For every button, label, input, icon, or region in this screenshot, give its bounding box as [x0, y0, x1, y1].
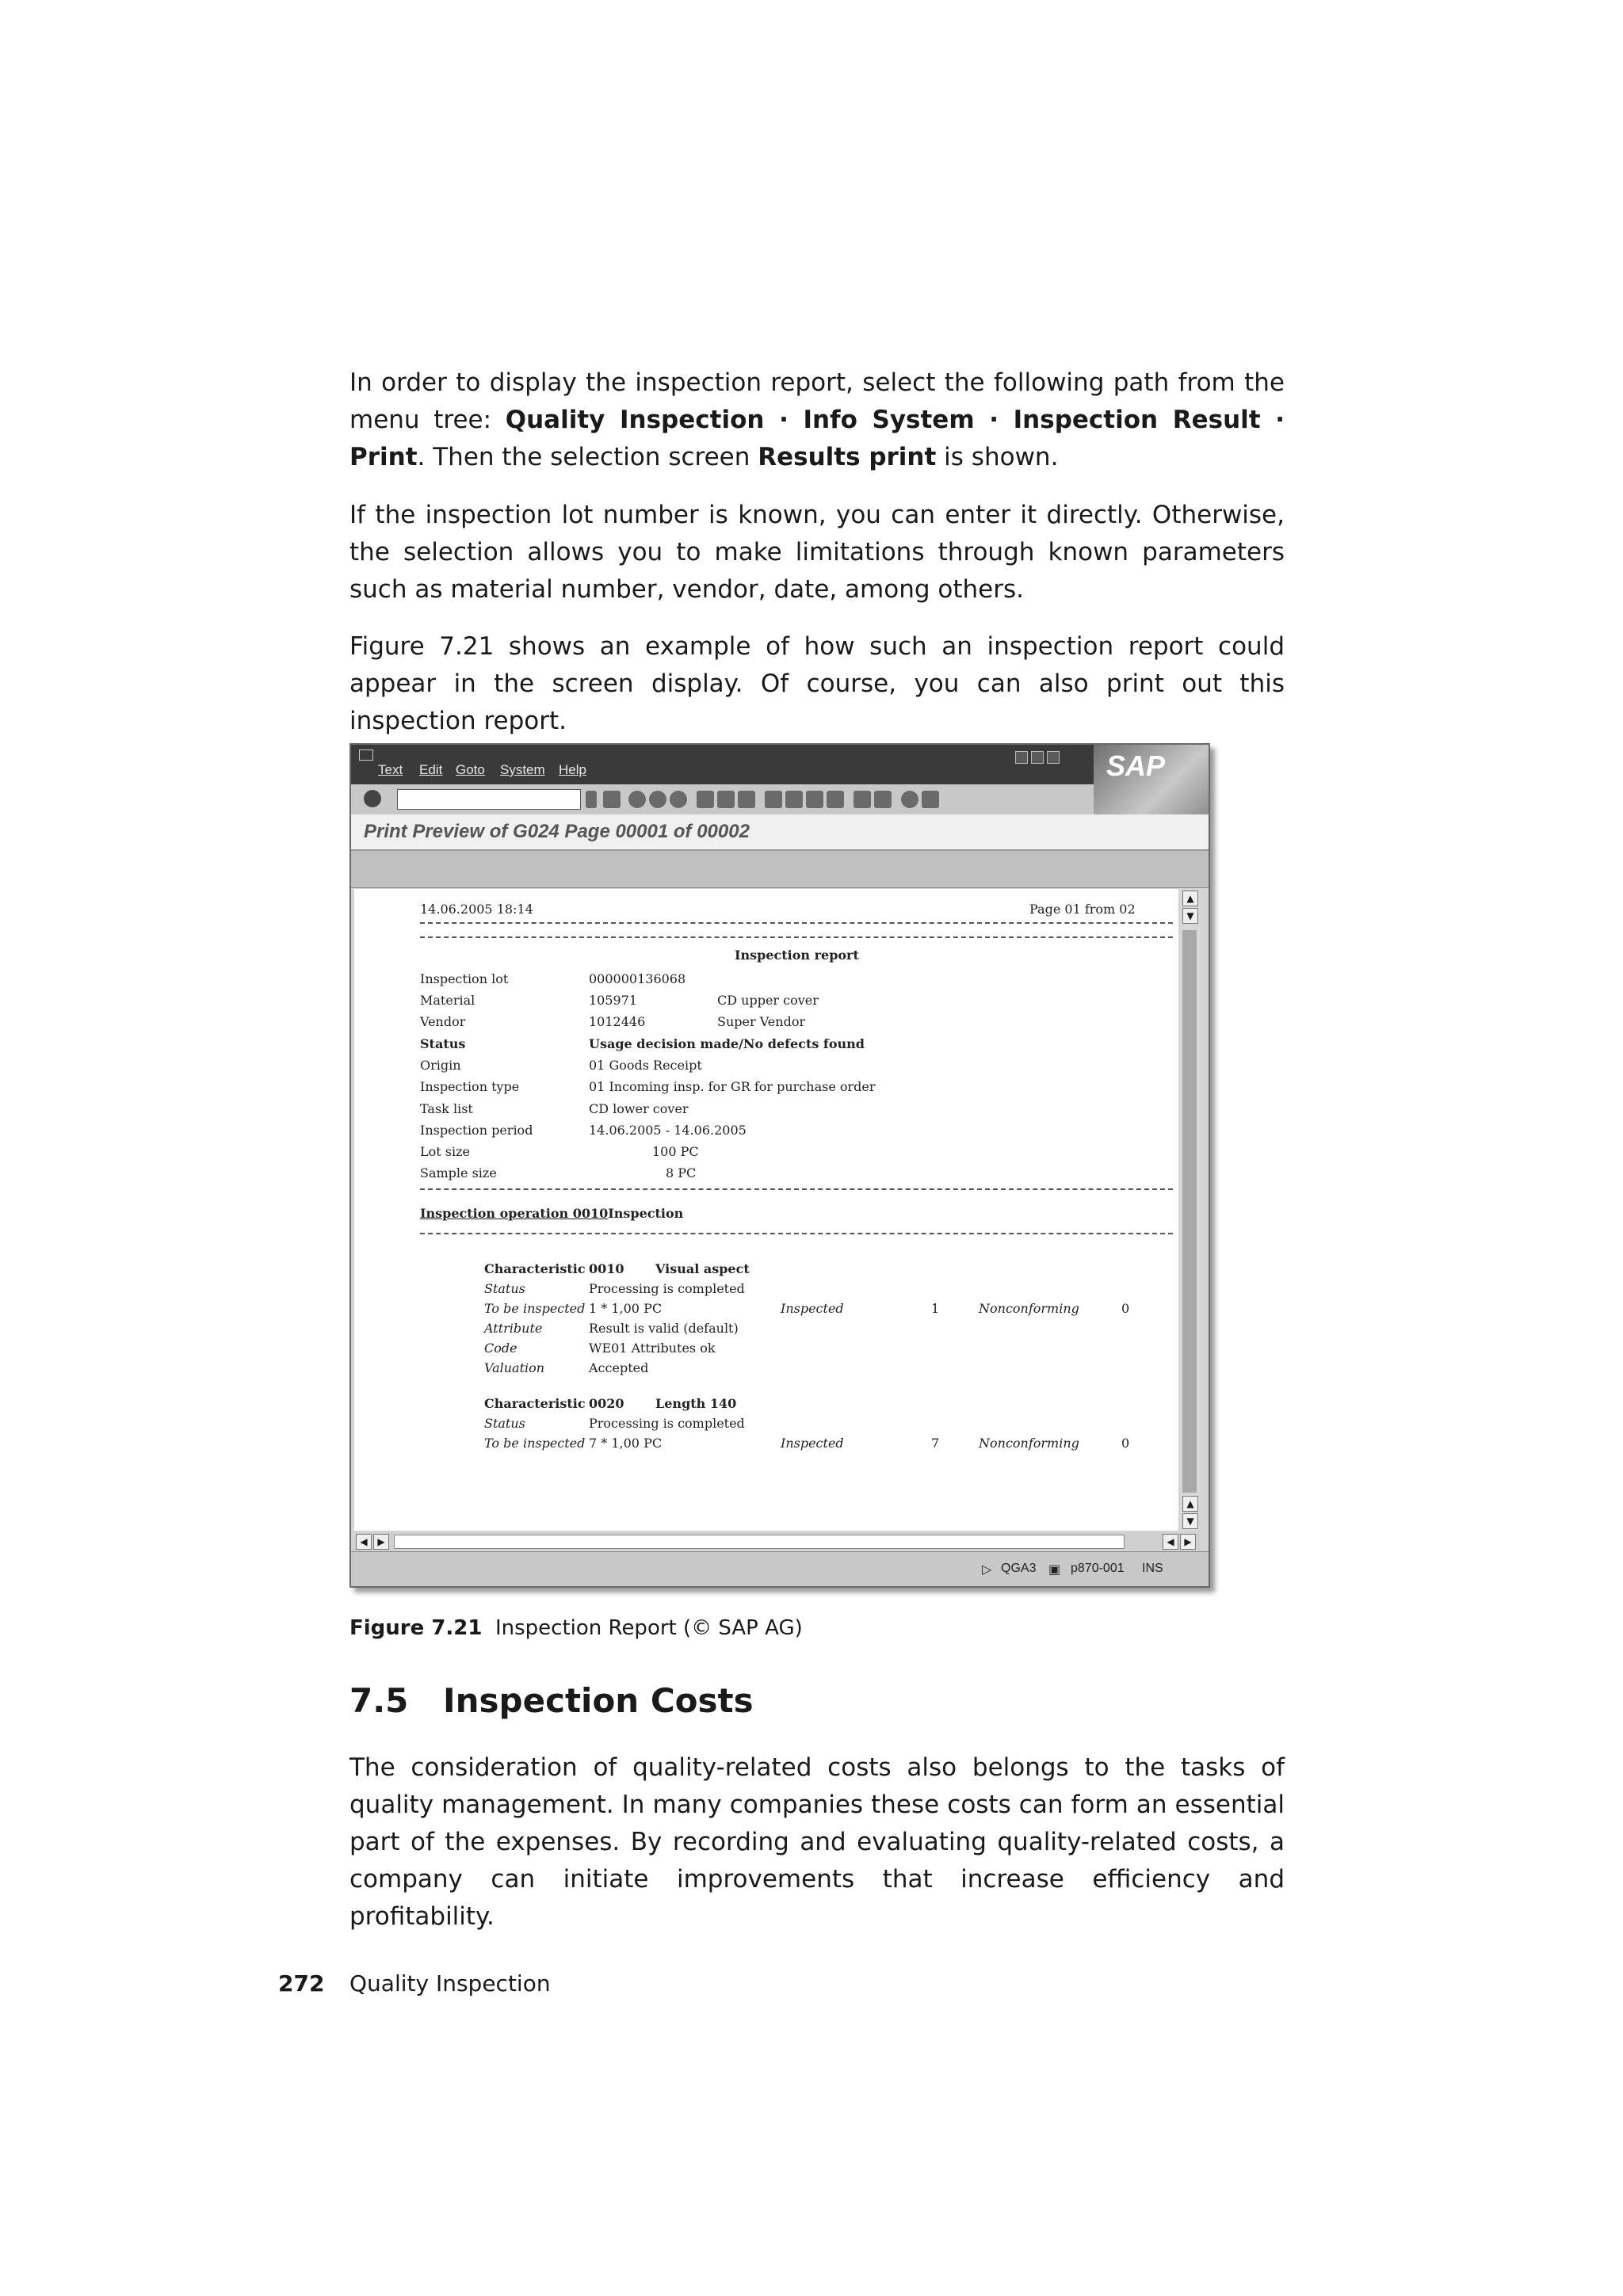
to-be-inspected-label: To be inspected	[484, 1301, 586, 1316]
scroll-up-icon[interactable]: ▲	[1182, 891, 1198, 906]
valuation-value: Accepted	[589, 1360, 649, 1375]
field-label: Material	[420, 993, 475, 1008]
maximize-icon[interactable]	[1031, 751, 1044, 764]
field-value: Usage decision made/No defects found	[589, 1036, 865, 1051]
command-field[interactable]	[397, 789, 581, 810]
field-value: 000000136068	[589, 971, 686, 986]
divider	[420, 936, 1173, 938]
save-icon[interactable]	[603, 791, 621, 808]
status-label: Status	[484, 1416, 525, 1431]
section-heading: 7.5 Inspection Costs	[349, 1681, 754, 1720]
to-be-inspected-value: 7 * 1,00 PC	[589, 1436, 663, 1451]
scroll-right-icon[interactable]: ▶	[1180, 1534, 1196, 1550]
scroll-down-icon[interactable]: ▼	[1182, 1513, 1198, 1529]
characteristic-number: 0020	[589, 1396, 624, 1411]
running-title: Quality Inspection	[349, 1970, 551, 1997]
shortcut-icon[interactable]	[874, 791, 892, 808]
menu-edit[interactable]: Edit	[419, 762, 443, 777]
scroll-up-icon[interactable]: ▲	[1182, 1496, 1198, 1512]
close-icon[interactable]	[1047, 751, 1060, 764]
menu-help[interactable]: Help	[559, 762, 586, 777]
status-bar	[351, 1551, 1209, 1587]
sap-window-screenshot	[349, 743, 1210, 1588]
characteristic-label: Characteristic	[484, 1396, 586, 1411]
report-content	[354, 889, 1178, 1531]
next-page-icon[interactable]	[806, 791, 823, 808]
menu-text[interactable]: Text	[378, 762, 403, 777]
characteristic-name: Length 140	[655, 1396, 737, 1411]
find-icon[interactable]	[717, 791, 735, 808]
field-value: CD lower cover	[589, 1101, 689, 1116]
field-value: 01 Goods Receipt	[589, 1058, 702, 1073]
field-label: Lot size	[420, 1144, 470, 1159]
scroll-thumb[interactable]	[1182, 930, 1197, 1493]
sap-title-bar	[351, 745, 1209, 784]
field-label: Inspection period	[420, 1123, 533, 1138]
status-label: Status	[484, 1281, 525, 1296]
previous-page-icon[interactable]	[785, 791, 803, 808]
back-icon[interactable]	[628, 791, 646, 808]
input-mode: INS	[1142, 1562, 1163, 1575]
find-next-icon[interactable]	[738, 791, 755, 808]
to-be-inspected-value: 1 * 1,00 PC	[589, 1301, 663, 1316]
characteristic-label: Characteristic	[484, 1261, 586, 1276]
nonconforming-value: 0	[1121, 1436, 1130, 1451]
scroll-right-icon[interactable]: ▶	[373, 1534, 389, 1550]
field-label: Vendor	[420, 1014, 466, 1029]
menu-path: Quality Inspection · Info System · Inspection Result · Print	[349, 406, 1285, 471]
help-icon[interactable]	[901, 791, 918, 808]
field-value: 14.06.2005 - 14.06.2005	[589, 1123, 747, 1138]
nonconforming-label: Nonconforming	[979, 1301, 1079, 1316]
field-label: Origin	[420, 1058, 461, 1073]
first-page-icon[interactable]	[765, 791, 782, 808]
field-label: Sample size	[420, 1165, 497, 1180]
screen-title-bar	[351, 814, 1209, 851]
screen-title: Print Preview of G024 Page 00001 of 00002	[364, 821, 750, 842]
standard-toolbar	[351, 784, 1209, 815]
inspected-count: 1	[931, 1301, 940, 1316]
scroll-down-icon[interactable]: ▼	[1182, 908, 1198, 924]
field-value: 01 Incoming insp. for GR for purchase order	[589, 1079, 876, 1094]
field-value: 100 PC	[652, 1144, 699, 1159]
field-value: 8 PC	[666, 1165, 697, 1180]
application-toolbar	[351, 851, 1209, 888]
divider	[420, 922, 1173, 924]
attribute-value: Result is valid (default)	[589, 1321, 739, 1336]
attribute-label: Attribute	[484, 1321, 543, 1336]
costs-paragraph: The consideration of quality-related costs also belongs to the tasks of quality management. In many companies these costs can form an essential part of the expenses. By recording and evaluating quality-related costs, a company can initiate improvements that increase efficiency and profitability.	[349, 1753, 1285, 1931]
field-value: 105971	[589, 993, 638, 1008]
report-page: Page 01 from 02	[1029, 902, 1136, 917]
field-extra: Super Vendor	[717, 1014, 806, 1029]
code-label: Code	[484, 1341, 517, 1356]
layout-menu-icon[interactable]	[922, 791, 939, 808]
vertical-scrollbar[interactable]	[1180, 889, 1201, 1531]
scroll-left-icon[interactable]: ◀	[1163, 1534, 1178, 1550]
field-label: Inspection lot	[420, 971, 509, 986]
divider	[420, 1233, 1173, 1234]
results-print-term: Results print	[758, 443, 937, 471]
server-id: p870-001	[1071, 1562, 1125, 1575]
status-value: Processing is completed	[589, 1416, 745, 1431]
minimize-icon[interactable]	[1015, 751, 1028, 764]
menu-goto[interactable]: Goto	[456, 762, 485, 777]
new-session-icon[interactable]	[854, 791, 871, 808]
field-label: Inspection type	[420, 1079, 520, 1094]
figure-reference-paragraph: Figure 7.21 shows an example of how such an inspection report could appear in the screen display. Of course, you can also print out this inspection report.	[349, 632, 1285, 735]
report-heading: Inspection report	[735, 948, 859, 963]
nonconforming-label: Nonconforming	[979, 1436, 1079, 1451]
print-icon[interactable]	[697, 791, 714, 808]
valuation-label: Valuation	[484, 1360, 545, 1375]
page-number: 272	[278, 1970, 325, 1997]
menu-system[interactable]: System	[500, 762, 545, 777]
field-extra: CD upper cover	[717, 993, 819, 1008]
field-label: Status	[420, 1036, 466, 1051]
last-page-icon[interactable]	[827, 791, 844, 808]
lot-number-paragraph: If the inspection lot number is known, you can enter it directly. Otherwise, the selection allows you to make limitations through known parameters such as material number, vendor, date, among others.	[349, 501, 1285, 604]
scroll-left-icon[interactable]: ◀	[356, 1534, 372, 1550]
to-be-inspected-label: To be inspected	[484, 1436, 586, 1451]
scroll-thumb[interactable]	[394, 1535, 1125, 1549]
exit-icon[interactable]	[649, 791, 666, 808]
intro-paragraph: In order to display the inspection report, select the following path from the menu tree: Quality Inspection · Info System · Inspection Result · Print. Then the selection screen Results print is shown.	[349, 368, 1285, 471]
inspected-state: Inspected	[781, 1436, 844, 1451]
inspected-state: Inspected	[781, 1301, 844, 1316]
sap-logo: SAP	[1094, 745, 1209, 822]
status-expand-icon[interactable]: ▷	[982, 1563, 992, 1577]
page-footer	[278, 1970, 551, 1997]
code-value: WE01 Attributes ok	[589, 1341, 716, 1356]
field-value: 1012446	[589, 1014, 646, 1029]
report-date: 14.06.2005 18:14	[420, 902, 533, 917]
window-icon	[359, 749, 373, 761]
session-icon[interactable]: ▣	[1048, 1563, 1061, 1577]
operation-heading: Inspection operation 0010Inspection	[420, 1206, 684, 1221]
characteristic-name: Visual aspect	[655, 1261, 750, 1276]
field-label: Task list	[420, 1101, 473, 1116]
back-arrow-icon[interactable]	[586, 791, 597, 808]
figure-caption: Figure 7.21 Inspection Report (© SAP AG)	[349, 1616, 803, 1640]
characteristic-number: 0010	[589, 1261, 624, 1276]
inspected-count: 7	[931, 1436, 940, 1451]
nonconforming-value: 0	[1121, 1301, 1130, 1316]
horizontal-scrollbar[interactable]	[354, 1532, 1201, 1550]
cancel-icon[interactable]	[670, 791, 687, 808]
status-value: Processing is completed	[589, 1281, 745, 1296]
divider	[420, 1188, 1173, 1190]
enter-check-icon[interactable]	[364, 790, 381, 807]
system-id: QGA3	[1001, 1562, 1037, 1575]
